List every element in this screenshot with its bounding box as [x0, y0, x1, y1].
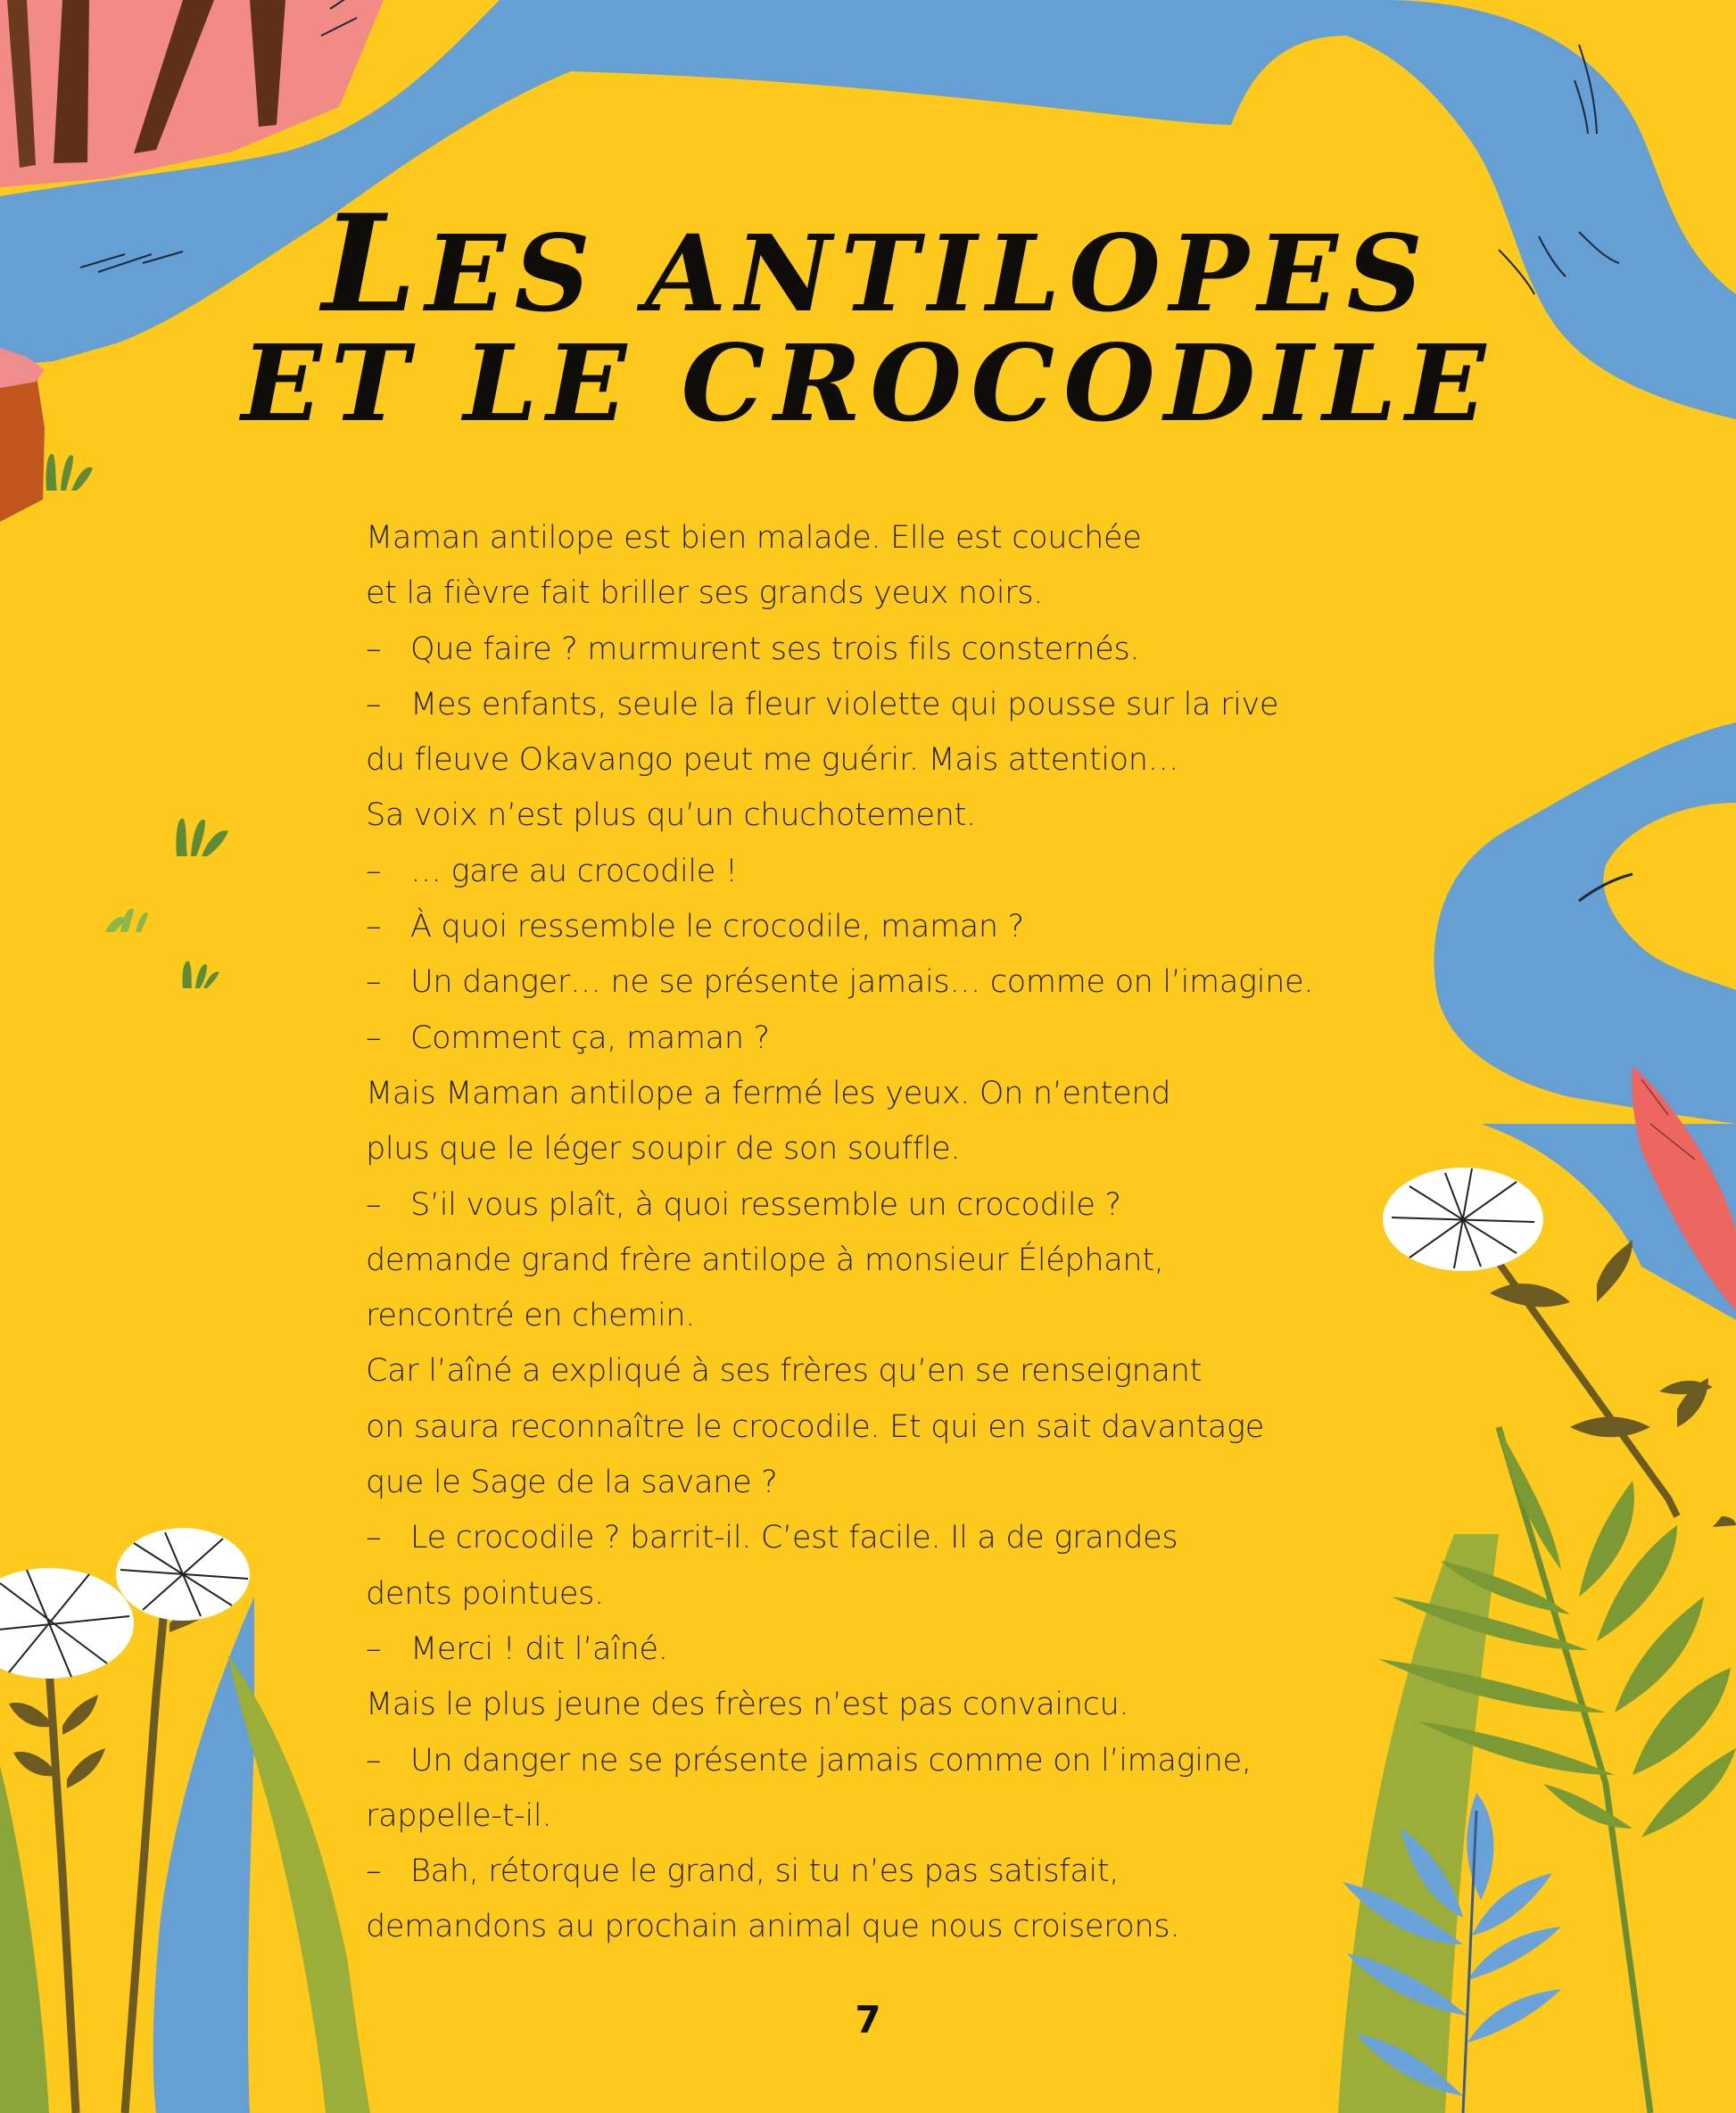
story-body	[366, 510, 1436, 1955]
story-line	[366, 1011, 1436, 1066]
dialogue-dash: –	[366, 1630, 382, 1667]
story-line	[366, 1899, 1436, 1954]
page-number: 7	[855, 1998, 881, 2042]
story-line-text: rencontré en chemin.	[366, 1298, 696, 1334]
grass-tufts-icon	[46, 454, 228, 988]
story-line	[366, 1844, 1436, 1899]
story-title-line-1	[0, 186, 1736, 343]
story-title-line-2: ET LE CROCODILE	[241, 321, 1495, 446]
story-line-text: À quoi ressemble le crocodile, maman ?	[410, 909, 1024, 945]
story-line-text: rappelle-t-il.	[366, 1797, 552, 1834]
story-line-text: plus que le léger soupir de son souffle.	[366, 1131, 961, 1168]
dialogue-dash: –	[366, 909, 382, 945]
story-line	[366, 1677, 1436, 1732]
story-line-text: Merci ! dit l’aîné.	[410, 1630, 668, 1667]
story-line-text: … gare au crocodile !	[410, 853, 738, 889]
story-line-text: Que faire ? murmurent ses trois fils consternés.	[410, 631, 1140, 667]
story-title-initial: L	[322, 186, 426, 343]
story-line-text: et la fièvre fait briller ses grands yeux noirs.	[366, 575, 1044, 612]
story-line	[366, 844, 1436, 899]
story-line-text: Mes enfants, seule la fleur violette qui pousse sur la rive	[410, 686, 1279, 722]
dialogue-dash: –	[366, 686, 382, 722]
story-line-text: du fleuve Okavango peut me guérir. Mais attention…	[366, 742, 1179, 779]
story-line	[366, 1343, 1436, 1399]
story-line	[366, 1566, 1436, 1622]
story-line	[366, 677, 1436, 732]
dialogue-dash: –	[366, 1186, 382, 1223]
story-line	[366, 565, 1436, 621]
story-line	[366, 1288, 1436, 1343]
story-line-text: Bah, rétorque le grand, si tu n’es pas satisfait,	[410, 1853, 1120, 1890]
dialogue-dash: –	[366, 964, 382, 1001]
story-line-text: S’il vous plaît, à quoi ressemble un crocodile ?	[410, 1186, 1121, 1223]
story-line-text: Maman antilope est bien malade. Elle est couchée	[366, 520, 1142, 556]
dialogue-dash: –	[366, 631, 382, 667]
story-line	[366, 1455, 1436, 1510]
story-line	[366, 1233, 1436, 1288]
story-line-text: dents pointues.	[366, 1575, 604, 1612]
story-line	[366, 1399, 1436, 1455]
story-line	[366, 622, 1436, 677]
story-title	[0, 186, 1736, 465]
story-line	[366, 1121, 1436, 1176]
story-line-text: demande grand frère antilope à monsieur Éléphant,	[366, 1242, 1164, 1278]
dialogue-dash: –	[366, 1520, 382, 1556]
story-line	[366, 1177, 1436, 1233]
dialogue-dash: –	[366, 853, 382, 889]
story-line-text: on saura reconnaître le crocodile. Et qui en sait davantage	[366, 1408, 1264, 1445]
story-line	[366, 1066, 1436, 1121]
story-line-text: Sa voix n’est plus qu’un chuchotement.	[366, 797, 976, 834]
story-line	[366, 1622, 1436, 1677]
story-line	[366, 510, 1436, 565]
story-line	[366, 1733, 1436, 1788]
story-line-text: demandons au prochain animal que nous croiserons.	[366, 1909, 1180, 1945]
dialogue-dash: –	[366, 1853, 382, 1890]
story-line	[366, 788, 1436, 843]
story-line-text: Le crocodile ? barrit-il. C’est facile. Il a de grandes	[410, 1520, 1178, 1556]
story-title-line-1-rest: ES ANTILOPES	[425, 211, 1432, 336]
dialogue-dash: –	[366, 1019, 382, 1056]
story-line	[366, 1510, 1436, 1565]
story-line-text: Un danger ne se présente jamais comme on l’imagine,	[410, 1742, 1252, 1779]
story-line-text: Comment ça, maman ?	[410, 1019, 770, 1056]
story-line	[366, 954, 1436, 1010]
story-line-text: Mais Maman antilope a fermé les yeux. On n’entend	[366, 1075, 1171, 1111]
story-line-text: Mais le plus jeune des frères n’est pas convaincu.	[366, 1687, 1129, 1723]
story-line-text: que le Sage de la savane ?	[366, 1465, 778, 1501]
dialogue-dash: –	[366, 1742, 382, 1779]
story-line	[366, 1788, 1436, 1844]
story-line	[366, 899, 1436, 954]
story-line-text: Car l’aîné a expliqué à ses frères qu’en se renseignant	[366, 1353, 1203, 1390]
story-line	[366, 732, 1436, 788]
story-line-text: Un danger… ne se présente jamais… comme on l’imagine.	[410, 964, 1314, 1001]
